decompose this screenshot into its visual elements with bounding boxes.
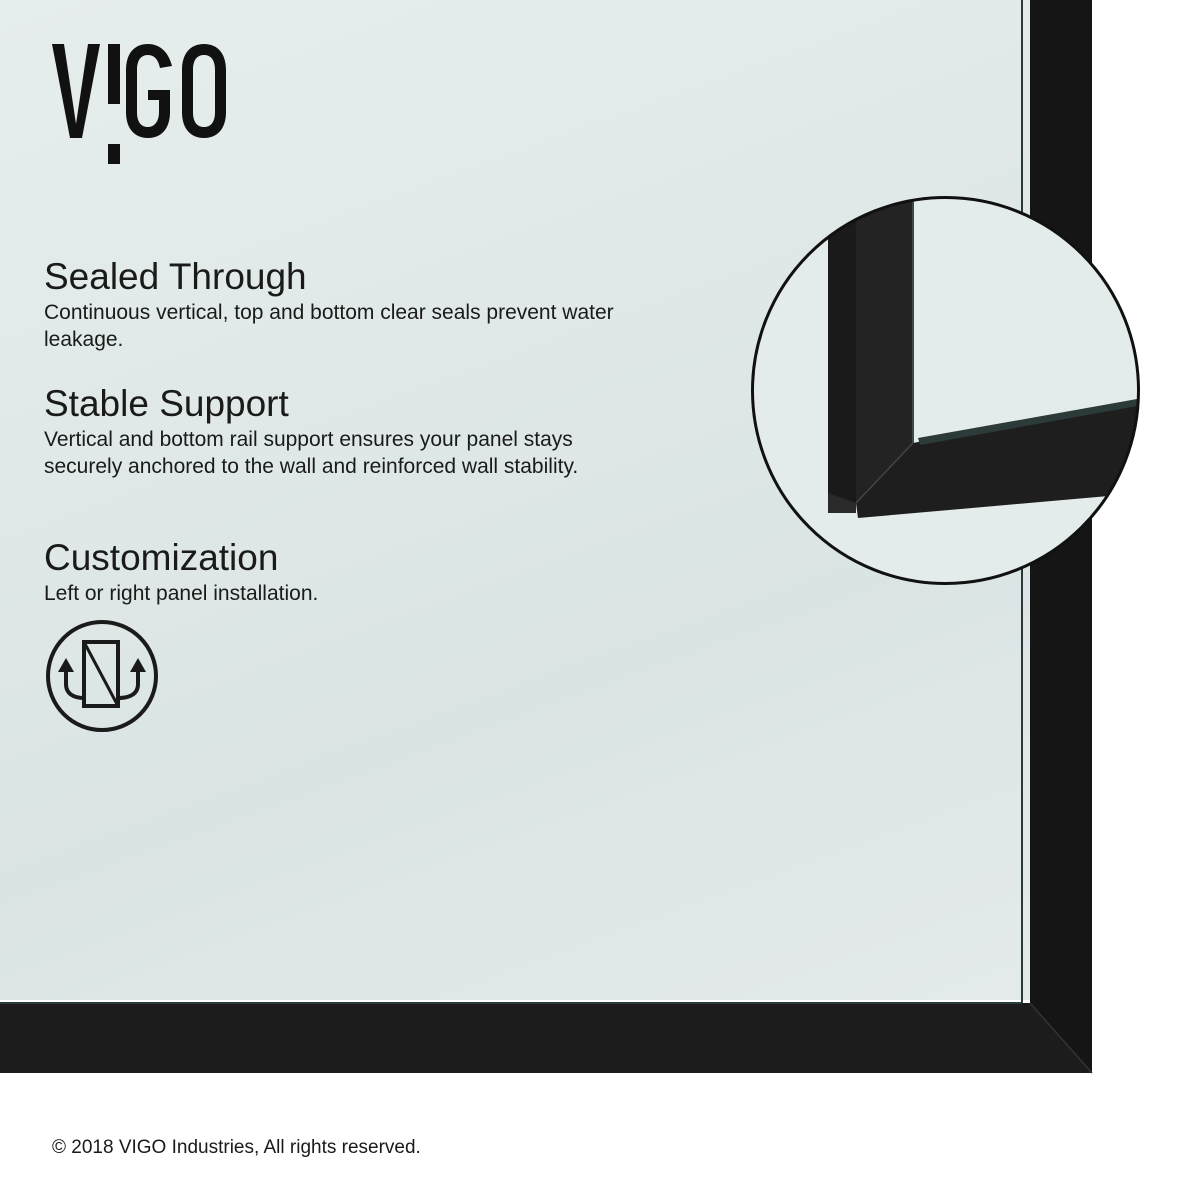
vigo-logo [50,38,240,168]
feature-description: Vertical and bottom rail support ensures your panel stays securely anchored to the wall and reinforced wall stability. [44,428,579,478]
feature-title: Sealed Through [44,256,307,297]
frame-corner-closeup [748,193,1143,588]
copyright-notice: © 2018 VIGO Industries, All rights reserved. [52,1137,421,1158]
feature-customization [44,538,634,607]
feature-description: Continuous vertical, top and bottom clear seals prevent water leakage. [44,301,614,351]
feature-stable-support [44,384,634,480]
feature-sealed-through [44,257,634,353]
reversible-panel-icon [44,618,160,734]
feature-title: Stable Support [44,383,289,424]
feature-title: Customization [44,537,279,578]
feature-description: Left or right panel installation. [44,582,319,605]
vigo-wordmark-logo [50,38,240,168]
